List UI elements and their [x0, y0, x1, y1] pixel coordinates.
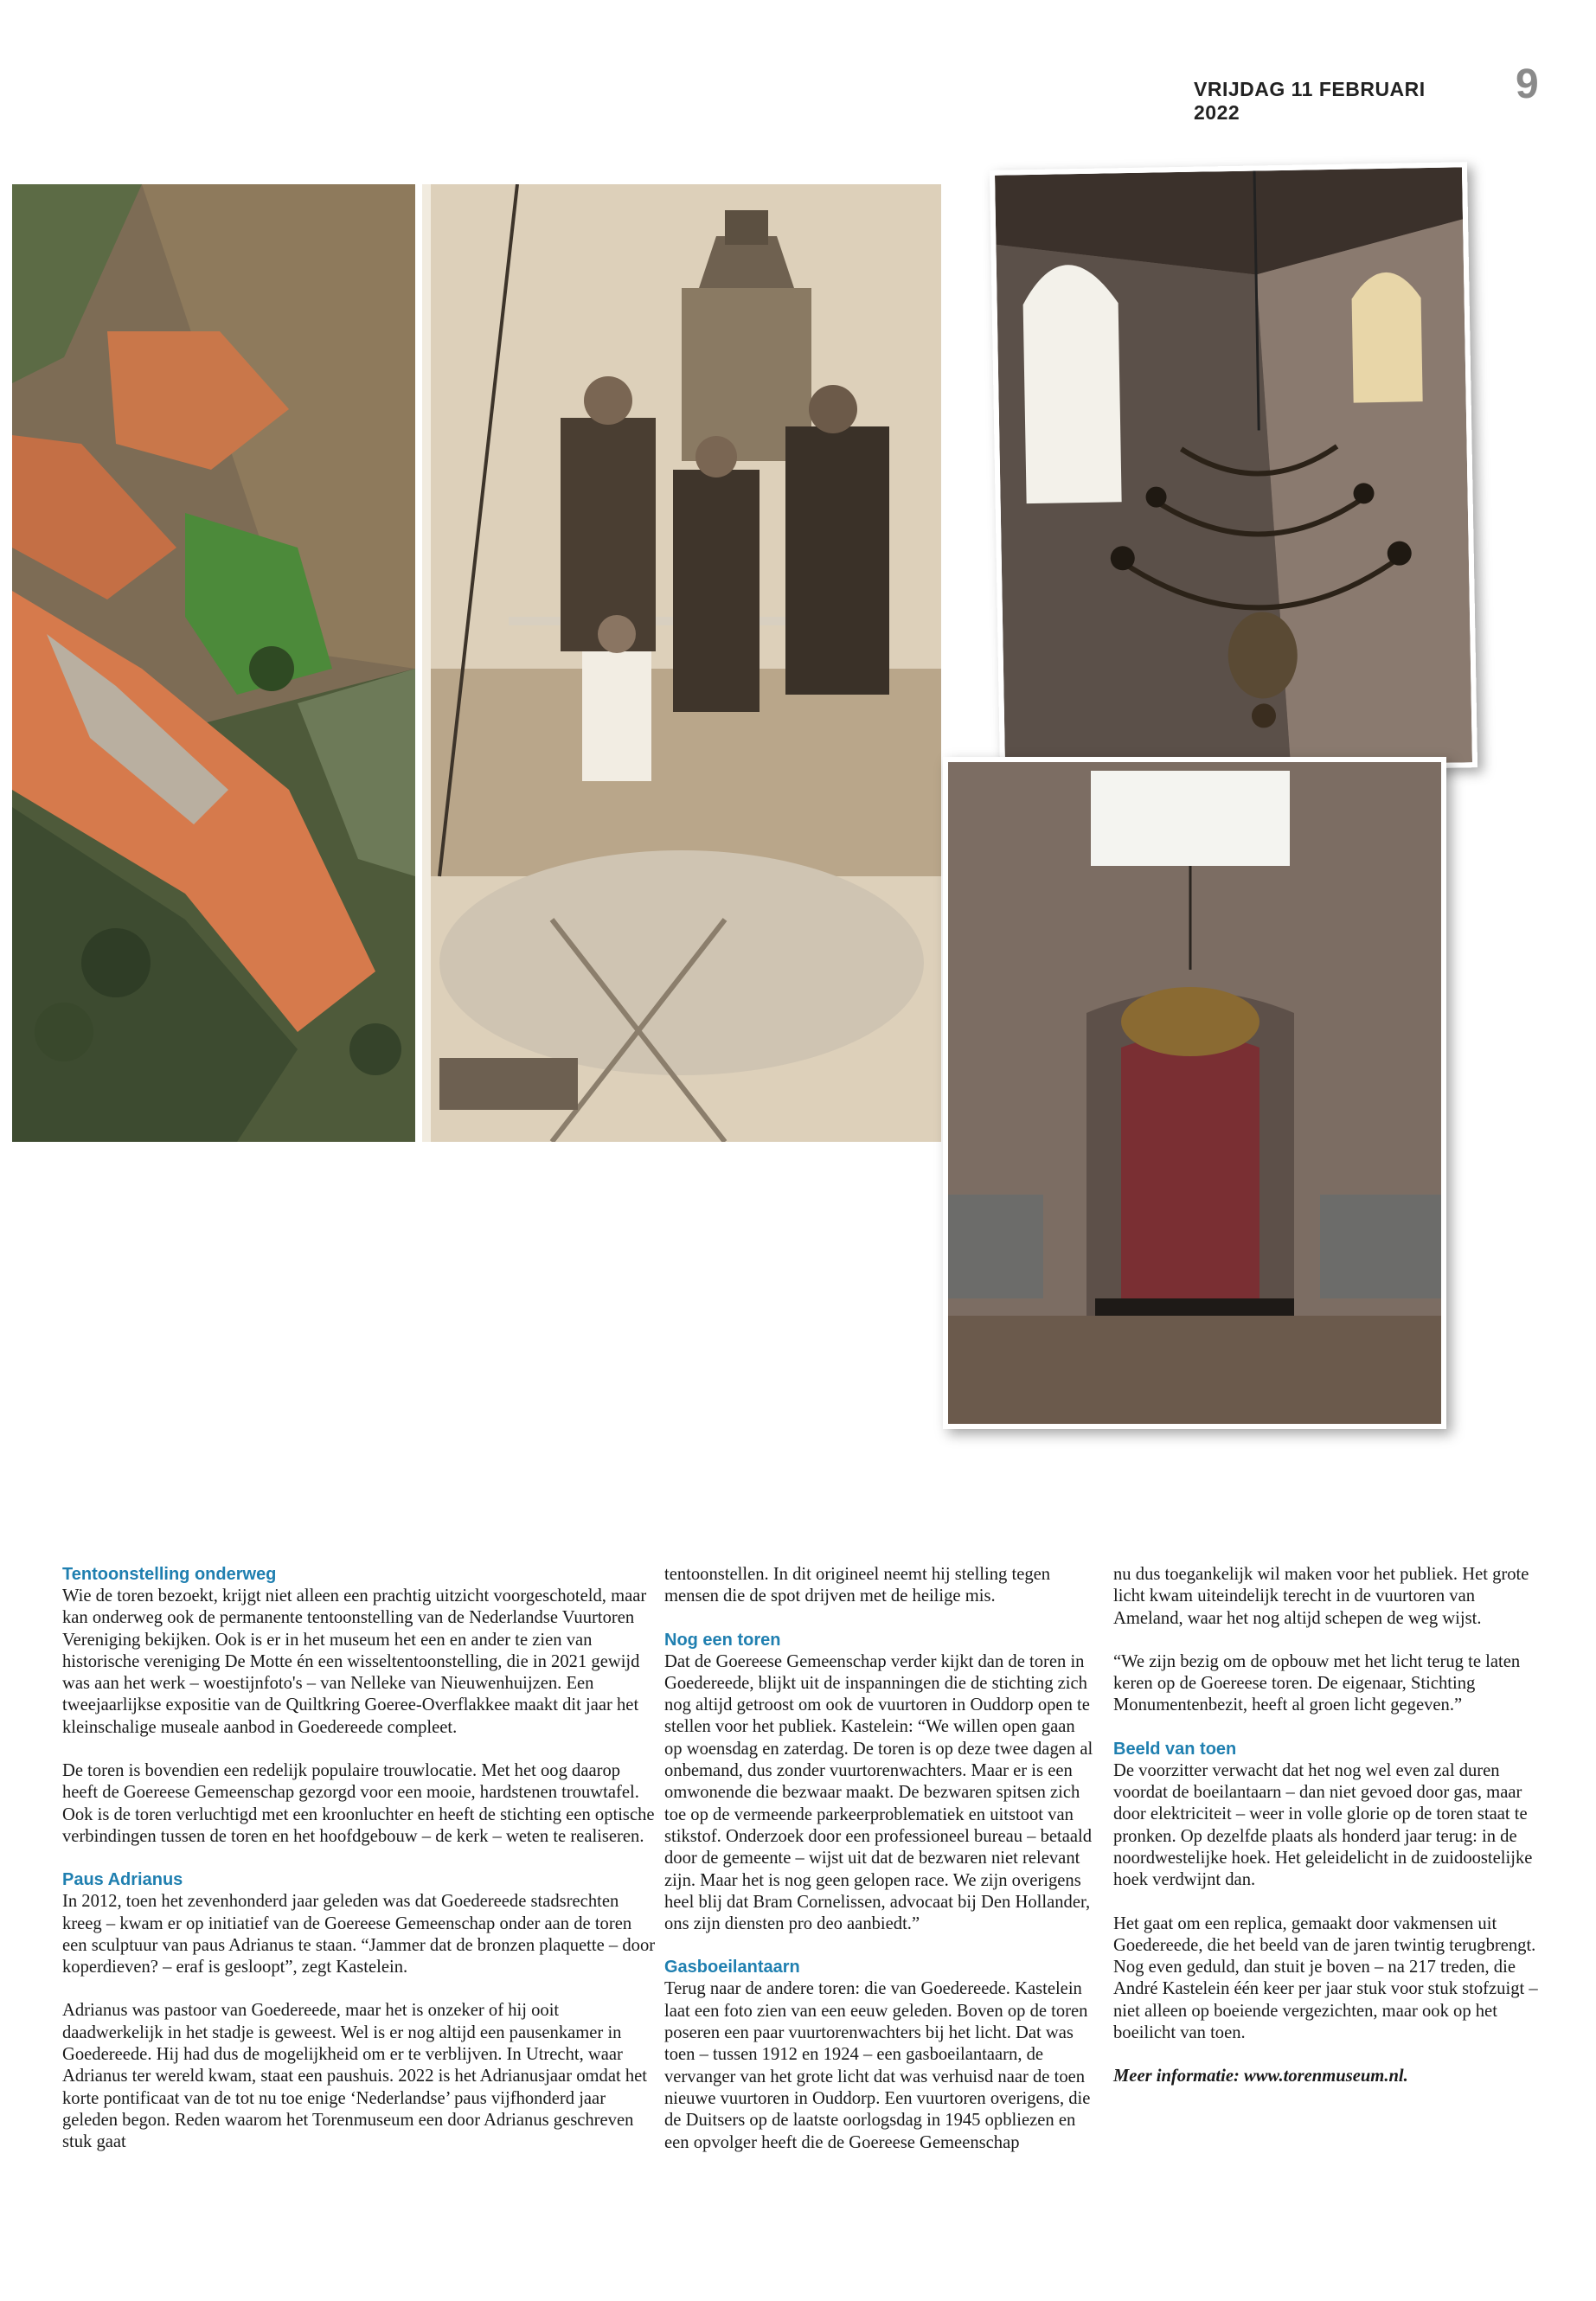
paragraph: Adrianus was pastoor van Goedereede, maar het is onzeker of hij ooit daadwerkelijk in het stadje is geweest. Wel is er nog altijd een pausenkamer in Goedereede. Hij had dus de mogelijkheid om er te verblijven. In Utrecht, waar Adrianus ter wereld kwam, staat een paushuis. 2022 is het Adrianusjaar omdat het korte pontificaat van de tot nu toe enige ‘Nederlandse’ paus vijfhonderd jaar geleden begon. Reden waarom het Torenmuseum een door Adrianus geschreven stuk gaat: [62, 2001, 647, 2152]
subheading-gasboeilantaarn: Gasboeilantaarn: [664, 1958, 800, 1977]
aerial-photo-image: [12, 184, 415, 1142]
paragraph: Wie de toren bezoekt, krijgt niet alleen een prachtig uitzicht voorgeschoteld, maar kan onderweg ook de permanente tentoonstelling van de Nederlandse Vuurtoren Vereniging bekijken. Ook is er in het museum het een en ander te zien van historische vereniging De Motte én een wisseltentoonstelling, die in 2021 gewijd was aan het werk – woestijnfoto's – van Nelleke van Nieuwenhuijzen. Een tweejaarlijkse expositie van de Quiltkring Goeree-Overflakkee maakt dit jaar het kleinschalige museale aanbod in Goedereede compleet.: [62, 1586, 647, 1737]
article-column-3: [1113, 1564, 1546, 2110]
paragraph: Dat de Goereese Gemeenschap verder kijkt dan de toren in Goedereede, blijkt uit de inspanningen die de stichting zich nog altijd getroost om ook de vuurtoren in Ouddorp open te stellen voor het publiek. Kastelein: “We willen open gaan op woensdag en zaterdag. De toren is op deze twee dagen al onbemand, dus zonder vuurtorenwachters. Maar er is een omwonende die bezwaar maakt. De bezwaren spitsen zich toe op de vermeende parkeerproblematiek en uitstoot van stikstof. Onderzoek door een professioneel bureau – betaald door de gemeente – wijst uit dat de bezwaren niet relevant zijn. Maar het is nog geen gelopen race. We zijn overigens heel blij dat Bram Cornelissen, advocaat bij Den Hollander, ons zijn diensten pro deo aanbiedt.”: [664, 1651, 1093, 1934]
subheading-paus-adrianus: Paus Adrianus: [62, 1870, 183, 1890]
article-column-2: [664, 1564, 1097, 2176]
paragraph: In 2012, toen het zevenhonderd jaar geleden was dat Goedereede stadsrechten kreeg – kwam er op initiatief van de Goereese Gemeenschap onder aan de toren een sculptuur van paus Adrianus te staan. “Jammer dat de bronzen plaquette – door koperdieven? – eraf is gesloopt”, zegt Kastelein.: [62, 1892, 656, 1977]
info-link-line: [1113, 2066, 1546, 2087]
page-number: 9: [1516, 61, 1539, 107]
paragraph: De toren is bovendien een redelijk populaire trouwlocatie. Met het oog daarop heeft de Goereese Gemeenschap gezorgd voor een mooie, hardstenen trouwtafel. Ook is de toren verluchtigd met een kroonluchter en heeft de stichting een optische verbindingen tussen de toren en het hoofdgebouw – de kerk – weten te realiseren.: [62, 1761, 655, 1846]
subheading-tentoonstelling: Tentoonstelling onderweg: [62, 1565, 277, 1584]
paragraph: Het gaat om een replica, gemaakt door vakmensen uit Goedereede, die het beeld van de jaren twintig terugbrengt. Nog even geduld, dan stuit je boven – na 217 treden, die André Kastelein één keer per jaar stuk voor stuk stofzuigt – niet alleen op boeiende vergezichten, maar ook op het boeilicht van toen.: [1113, 1913, 1538, 2043]
paragraph: Terug naar de andere toren: die van Goedereede. Kastelein laat een foto zien van een eeuw geleden. Boven op de toren poseren een paar vuurtorenwachters bij het licht. Dat was toen – tussen 1912 en 1924 – een gasboeilantaarn, de vervanger van het grote licht dat was verhuisd naar de toen nieuwe vuurtoren in Ouddorp. Een vuurtoren overigens, die de Duitsers op de laatste oorlogsdag in 1945 opbliezen en een opvolger heeft die de Goereese Gemeenschap: [664, 1979, 1091, 2152]
chandelier-image: [995, 167, 1472, 770]
article-column-1: [62, 1564, 659, 2176]
info-link[interactable]: Meer informatie: www.torenmuseum.nl.: [1113, 2067, 1408, 2086]
interior-photo: [943, 757, 1446, 1429]
historic-keepers-photo: [422, 184, 941, 1142]
aerial-photo: [12, 184, 415, 1142]
issue-date: VRIJDAG 11 FEBRUARI 2022: [1194, 78, 1426, 124]
paragraph: tentoonstellen. In dit origineel neemt hij stelling tegen mensen die de spot drijven met de heilige mis.: [664, 1565, 1051, 1606]
subheading-nog-een-toren: Nog een toren: [664, 1630, 781, 1650]
historic-keepers-image: [422, 184, 941, 1142]
interior-image: [948, 762, 1441, 1424]
paragraph: nu dus toegankelijk wil maken voor het publiek. Het grote licht kwam uiteindelijk terecht in de vuurtoren van Ameland, waar het nog altijd schepen de weg wijst.: [1113, 1565, 1529, 1628]
paragraph: “We zijn bezig om de opbouw met het licht terug te laten keren op de Goereese toren. De eigenaar, Stichting Monumentenbezit, heeft al groen licht gegeven.”: [1113, 1651, 1521, 1715]
paragraph: De voorzitter verwacht dat het nog wel even zal duren voordat de boeilantaarn – dan niet gevoed door gas, maar door elektriciteit – weer in volle glorie op de toren staat te pronken. Op dezelfde plaats als honderd jaar terug: in de noordwestelijke hoek. Het geleidelicht in de zuidoostelijke hoek verdwijnt dan.: [1113, 1760, 1533, 1890]
chandelier-photo: [990, 162, 1477, 776]
subheading-beeld-van-toen: Beeld van toen: [1113, 1739, 1237, 1759]
